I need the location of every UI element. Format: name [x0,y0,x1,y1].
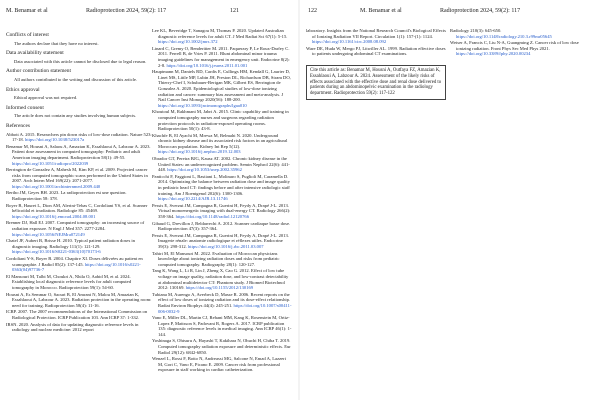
reference-text: Cordoliani Y-S, Boyer B. 2004. Chapitre XI. Doses délivrées au patient en scanographie. J Radiol 85(2): 137-145. [6,256,143,267]
reference-entry [450,28,594,39]
reference-entry [152,292,292,314]
reference-entry [152,109,292,131]
reference-entry [152,251,292,268]
doi-link[interactable]: https://doi.org/10.3389/fphy.2020.00234 [456,51,531,57]
reference-text: Radiology 210(3): 645-650. [450,28,502,33]
reference-text: Pessis E, Sverzut JM, Campagna R, Guerini H, Feydy A, Drapé J-L. 2013. Imagerie rénale: anatomie radiologique et réflexes utiles. Endocrine 39(3): 298-312. [152,232,289,249]
references-heading: References [6,122,30,129]
doi-link[interactable]: https://doi.org/10.1016/s0221-0363(04)97736-7 [12,261,141,273]
reference-entry [306,28,446,45]
reference-entry [6,203,154,220]
doi-link[interactable]: https://doi.org/10.1053/snep.2002.35962 [167,167,242,173]
reference-text: Linard C, Gremy O, Benderitter M. 2011. Paquerary P, Le Roux-Darfey C. 2011. Ferrell B, de Vries P. 2011. Blunt abdominal minor trauma imaging guidelines for management in emergency unit. Endocrine 8(2): 2-8. [152,45,290,68]
doi-link[interactable]: https://doi.org/10.1016/j.jeurea.2011.01.001 [166,62,248,68]
doi-link[interactable]: https://doi.org/10.1016/S0221-0363(10)70173-6 [12,249,101,255]
reference-entry [6,167,154,189]
right-column [152,28,292,374]
doi-link[interactable]: https://doi.org/10.1056/NEJMra072149 [12,231,85,237]
reference-text: Obrador GT, Pereira BJG, Kausz AT. 2002. Chronic kidney disease in the United States: an underrecognized problem. Semin Nephrol 22(6): 441-448. [152,156,290,173]
section-text: Ethical approval was not required. [14,95,78,101]
section-heading: Data availability statement [6,50,64,57]
reference-text: ICRP. 2007. The 2007 recommendations of the International Commission on Radiological Protection. ICRP Publication 103. Ann ICRP 37: 1-332. [6,309,148,320]
reference-entry [6,256,154,273]
reference-entry [6,190,154,201]
section-text: Data associated with this article cannot be disclosed due to legal reason. [14,58,147,64]
doi-link[interactable]: https://doi.org/10.1001/archinternmed.2009.440 [12,183,101,189]
section-text: The authors declare that they have no interest. [14,40,99,46]
page-122 [300,0,600,400]
reference-text: Khachfe B, El Ayachi M, Mrewa M, Belmahi N. 2020. Underground chronic kidney disease and its associated risk factors in an agricultural Moroccan population. Kidney Int Rep 5(12). [152,132,288,149]
section-heading: Author contribution statement [6,68,71,75]
reference-text: Lee KL, Beveridge T, Sanagou M, Thomas P. 2020. Updated Australian diagnostic reference levels for adult CT. J Med Radiat Sci 67(1): 5-15. [152,28,288,39]
reference-entry [6,144,154,166]
reference-text: Benamar M, Housni A, Salaou A, Amazian K, Essahlaoui A, Labzour A. 2023. Patient dose assessment in computed tomography: Pediatric and adult American imaging department. Radioprotection 58(1): 49-55. [6,143,151,160]
reference-entry [152,28,292,45]
reference-text: Ware DE, Huda W, Mergo PJ, Litwiller AL. 1999. Radiation effective doses to patients undergoing abdominal CT examinations. [306,45,446,57]
reference-entry [152,69,292,108]
reference-text: Abbott A. 2015. Researchers pin down risks of low-dose radiation. Nature 523: 17-18. [6,131,152,143]
running-header-author: M. Benamar et al [6,8,48,14]
reference-text: Yoshinaga S, Ohtsuru A, Hayashi T, Kakihara N, Ohuchi H, Chiba T. 2019. Computed tomography radiation exposure and deterministic effects. Eur Radiol 29(12): 6842-6850. [152,338,291,355]
cite-text: Cite this article as: Benamar M, Housni A, Outfaya FZ, Amazian K, Essahlaoui A, Labzour A. 2024. Assessment of the likely risks of effects associated with the effective dose and renal dose delivered to patients during an abdominopelvic examination in the radiology department. Radioprotection 59(2): 117-122 [310,67,442,97]
reference-entry [152,338,292,355]
reference-text: Vano E, Miller DL, Martin CJ, Rehani MM, Kang K, Rosenstein M, Ortiz-Lopez P, Mattsson S, Padovani R, Rogers A. 2017. ICRP publication 135: diagnostic reference levels in medical imaging. Ann ICRP 46(1): 1-144. [152,315,292,337]
declarations [6,33,154,119]
reference-entry [152,315,292,337]
reference-text: Bertho JM, Geyes BH. 2023. La radioprotection est une question. Radioprotection 58: 378. [6,190,127,202]
reference-list [6,132,154,333]
reference-text: Tahiri M, El Mansouri M. 2022. Evaluation of Moroccan physicians knowledge about ionizing radiation doses and risks from pediatric computed tomography. Radiography 28(1): 120-127. [152,250,280,267]
left-column [6,28,154,334]
reference-text: Tang K, Wang L, Li R, Lin J, Zheng X, Cao G. 2012. Effect of low tube voltage on image quality, radiation dose, and low-contrast detectability at abdominal multidetector CT: Phantom study. J Biomed Biotechnol 2012: 130169. [152,268,289,291]
reference-list [152,28,292,373]
right-column [450,28,594,58]
reference-entry [152,233,292,250]
reference-text: Hauptmann M, Daniels RD, Cardis E, Cullings HM, Kendall G, Laurier D, Linet MS, Little MP, Lubin JH, Preston DL, Richardson DB, Stram DO, Thierry-Chef I, Schubauer-Berigan MK, Gilbert ES, Berrington de Gonzalez A. 2020. Epidemiological studies of low-dose ionizing radiation and cancer: summary bias assessment and meta-analysis. J Natl Cancer Inst Monogr 2020(56): 188-200. [152,69,291,103]
reference-entry [152,221,292,232]
reference-text: Chatel JF, Aubert B, Brisse H. 2010. Typical patient radiation doses in diagnostic imaging. Radiology 111(1): 121-129. [6,238,135,249]
reference-text: Boyer B, Hauret L, Dion AM, Alerini-Tebas C, Cordoliani YS, et al. Scanner hélicoïdal et irradiation. Radiologie 85: 45469. [6,202,148,214]
cite-this-article-box [306,65,446,100]
reference-text: Gibaud G, Drevillon J, Beldarrechi A. 2012. Scanner cardiaque basse dose. Radioprotection 47(3): 357-364. [152,220,291,232]
page-number: 121 [230,8,239,14]
reference-entry [6,309,154,320]
reference-text: Tubiana M, Aurengo A, Averbeck D, Masse R. 2006. Recent reports on the effect of low doses of ionizing radiation and its dose-effect relationship. Radiat Environ Biophys 44(4): 245-251. [152,291,291,308]
reference-entry [6,274,154,291]
reference-entry [6,238,154,255]
doi-link[interactable]: https://doi.org/10.1007/s00411-006-0032-9 [158,302,292,314]
reference-entry [152,268,292,290]
reference-text: Berrington de Gonzalez A, Mahesh M, Kim KP, et al. 2009. Projected cancer risks from computed tomographic scans performed in the United States in 2007. Arch Intern Med 169(22): 2071-2077. [6,167,148,184]
reference-text: laboratory. Insights from the National Research Council's Biological Effects of Ionizing Radiation VII Report. Circulation 1(1): 157-(1): 1124. [306,28,446,39]
doi-link[interactable]: https://doi.org/10.2214/AJR.13.11746 [158,196,228,202]
doi-link[interactable]: https://doi.org/10.1016/j.nephro.2019.12.003 [158,149,241,155]
reference-entry [152,133,292,155]
reference-text: Wenzel L, Rossi F, Botto N, Andreassi MG, Salcone N, Emad A, Lazzeri M, Gori C, Vano E, Picano E. 2009. Cancer risk from professional exposure in staff working in cardiac catheterization. [152,356,286,373]
reference-text: El Mansouri M, Talbi M, Choukri A, Nhila O, Aabid M, et al. 2024. Establishing local diagnostic reference levels for adult computed tomography in Morocco. Radioprotection 59(1): 54-60. [6,273,132,290]
doi-link[interactable]: https://doi.org/10.1093/jncimonographs/lgaa010 [158,102,247,108]
doi-link[interactable]: https://doi.org/10.1038/523017a [25,137,85,143]
running-header-author: M. Benamar et al [360,8,402,14]
page-121 [0,0,298,400]
section-heading: Informed consent [6,104,44,111]
reference-entry [450,40,594,57]
reference-text: Housni A, Es Semmar O, Saouri B, El Amrani N, Malou M, Amazian K, Essahlaoui A, Labzour A. 2023. Radiation protection in the operating room: need for training. Radioprotection 58(4): 11-16. [6,291,152,308]
reference-text: IRSN. 2020. Analysis of data for updating diagnostic reference levels in radiology and nuclear medicine: 2012 report [6,321,139,333]
doi-link[interactable]: https://doi.org/10.1148/radiol.12120766 [175,214,249,219]
page-number: 122 [308,8,317,14]
doi-link[interactable]: https://doi.org/10.1002/jmrs.372 [158,39,218,45]
section-text: All authors contributed to the writing and discussion of this article. [14,76,138,82]
doi-link[interactable]: https://doi.org/10.1016/j.emcrad.2004.08.001 [12,213,96,219]
doi-link[interactable]: https://doi.org/10.1155/2012/130169 [185,285,254,291]
doi-link[interactable]: https://doi.org/10.1148/radiology.210.3.r99mr05645 [456,33,552,39]
reference-text: Khoutoul M, Rakhmani M, Jabri A. 2015. Clinic capability and training in computed tomography nurses and surgeons regarding radiation protection protocols in radiation-exposed operating rooms. Radioprotection 50(1): 43-8. [152,109,289,132]
doi-link[interactable]: https://doi.org/10.1016/j.rbc.2011.03.007 [188,243,264,249]
reference-entry [152,203,292,220]
reference-entry [6,132,154,143]
left-column [306,28,446,100]
running-header-journal: Radioprotection 2024, 59(2): 117 [440,8,521,14]
doi-link[interactable]: https://doi.org/10.1161/circ.2008.08.092 [312,39,387,45]
reference-entry [6,292,154,309]
section-text: The article does not contain any studies involving human subjects. [14,113,137,119]
reference-text: Brenner DJ, Hall EJ. 2007. Computed tomography: an increasing source of radiation exposure. N Engl J Med 357: 2277-2284. [6,220,145,232]
section-heading: Conflicts of interest [6,32,49,38]
reference-entry [152,174,292,202]
section-heading: Ethics approval [6,86,40,93]
reference-entry [152,46,292,68]
reference-entry [152,356,292,373]
reference-entry [306,46,446,57]
reference-entry [6,322,154,333]
reference-entry [6,220,154,237]
doi-link[interactable]: https://doi.org/10.1051/radiopro/2022039 [12,160,89,166]
reference-text: Panticchi F, Faggioni L, Bastiani L, Molinaro S, Puglioli M, Caramella D. 2014. Optimizing the balance between radiation dose and image quality in pediatric head CT: findings before and after intensive radiologic staff training. Am J Roentgenol 202(6): 1300-1306. [152,173,290,196]
running-header-journal: Radioprotection 2024, 59(2): 117 [86,8,167,14]
reference-text: Weiser A, Francis C, Liu N-A, Guangming Z. Cancer risk of low dose ionizing radiation. Front Phys Sec Med Phys 2021. [450,40,579,51]
reference-entry [152,156,292,173]
reference-text: Pessis E, Sverzut JM, Campagna R, Guerini H, Feydy A, Drapé J-L. 2013. Virtual monoenergetic imaging with dual-energy CT. Radiology 266(2): 358-364. [152,202,291,219]
